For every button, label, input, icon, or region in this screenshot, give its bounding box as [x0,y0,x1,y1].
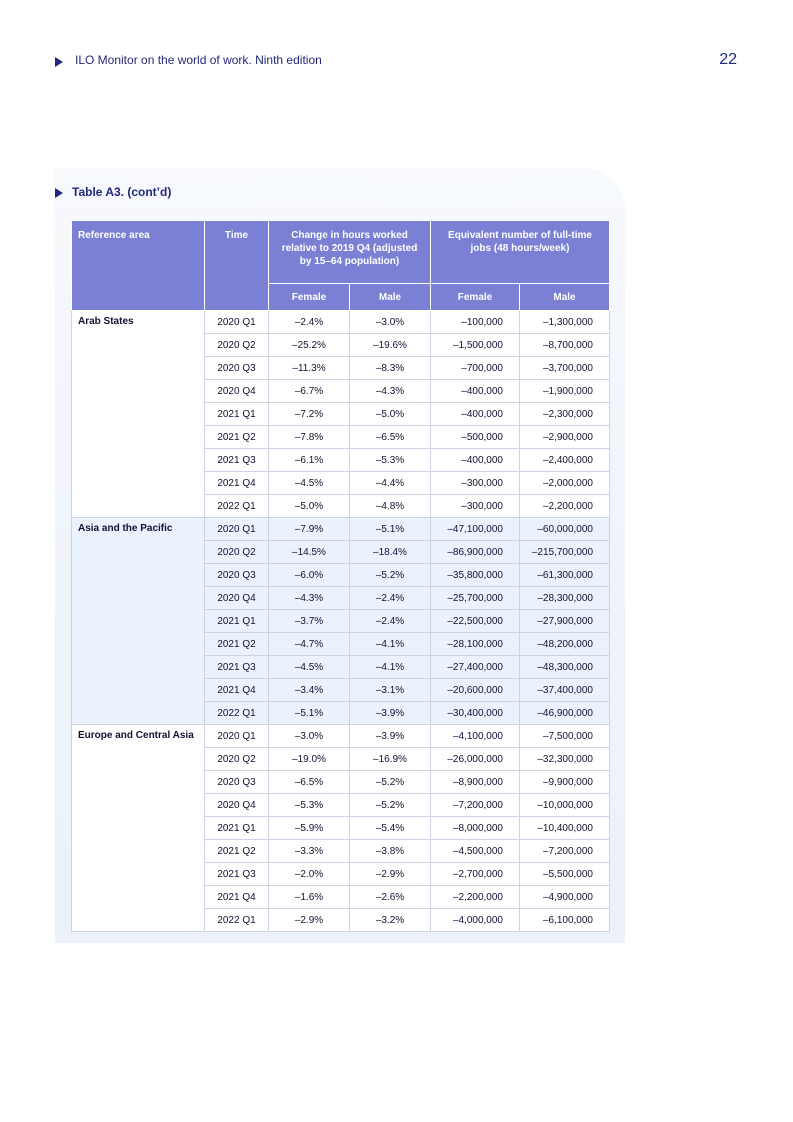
jobs-female-cell: –4,500,000 [431,840,520,863]
hours-female-cell: –6.5% [269,771,350,794]
jobs-male-cell: –2,900,000 [520,426,610,449]
hours-female-cell: –4.7% [269,633,350,656]
hours-male-cell: –5.1% [350,518,431,541]
hours-female-cell: –3.7% [269,610,350,633]
hours-male-cell: –8.3% [350,357,431,380]
hours-male-cell: –3.9% [350,725,431,748]
jobs-male-cell: –2,400,000 [520,449,610,472]
jobs-male-cell: –27,900,000 [520,610,610,633]
jobs-male-cell: –7,200,000 [520,840,610,863]
hours-female-cell: –4.5% [269,472,350,495]
jobs-male-cell: –61,300,000 [520,564,610,587]
bullet-triangle-icon [55,57,63,67]
hours-female-cell: –4.3% [269,587,350,610]
page-number: 22 [719,51,737,68]
jobs-female-cell: –100,000 [431,311,520,334]
jobs-female-cell: –27,400,000 [431,656,520,679]
jobs-female-cell: –28,100,000 [431,633,520,656]
hours-female-cell: –3.4% [269,679,350,702]
table-body [72,311,610,932]
jobs-male-cell: –46,900,000 [520,702,610,725]
hours-female-cell: –4.5% [269,656,350,679]
jobs-male-cell: –1,300,000 [520,311,610,334]
jobs-male-cell: –6,100,000 [520,909,610,932]
hours-male-cell: –3.9% [350,702,431,725]
jobs-male-cell: –7,500,000 [520,725,610,748]
hours-male-cell: –4.3% [350,380,431,403]
hours-female-cell: –2.0% [269,863,350,886]
time-cell: 2022 Q1 [205,909,269,932]
table-title-text: Table A3. (cont’d) [72,185,172,199]
column-header-jobs-male: Male [520,284,610,311]
column-header-time: Time [205,221,269,311]
hours-female-cell: –3.0% [269,725,350,748]
time-cell: 2021 Q4 [205,886,269,909]
reference-area-cell: Asia and the Pacific [72,518,205,725]
hours-female-cell: –5.9% [269,817,350,840]
time-cell: 2021 Q4 [205,472,269,495]
hours-male-cell: –5.3% [350,449,431,472]
hours-female-cell: –6.7% [269,380,350,403]
time-cell: 2021 Q2 [205,426,269,449]
time-cell: 2020 Q3 [205,357,269,380]
time-cell: 2020 Q3 [205,564,269,587]
hours-female-cell: –6.1% [269,449,350,472]
jobs-female-cell: –47,100,000 [431,518,520,541]
jobs-male-cell: –28,300,000 [520,587,610,610]
jobs-male-cell: –1,900,000 [520,380,610,403]
jobs-female-cell: –30,400,000 [431,702,520,725]
time-cell: 2020 Q3 [205,771,269,794]
table-row [72,725,610,748]
hours-male-cell: –3.8% [350,840,431,863]
column-header-equivalent-jobs: Equivalent number of full-time jobs (48 hours/week) [431,221,610,284]
jobs-female-cell: –7,200,000 [431,794,520,817]
hours-female-cell: –19.0% [269,748,350,771]
hours-male-cell: –3.1% [350,679,431,702]
jobs-female-cell: –500,000 [431,426,520,449]
jobs-female-cell: –35,800,000 [431,564,520,587]
hours-male-cell: –18.4% [350,541,431,564]
hours-male-cell: –4.1% [350,656,431,679]
table-row [72,518,610,541]
time-cell: 2020 Q4 [205,380,269,403]
hours-male-cell: –5.2% [350,564,431,587]
jobs-male-cell: –2,200,000 [520,495,610,518]
jobs-male-cell: –2,300,000 [520,403,610,426]
time-cell: 2020 Q2 [205,334,269,357]
jobs-male-cell: –60,000,000 [520,518,610,541]
publication-title: ILO Monitor on the world of work. Ninth edition [75,53,322,67]
bullet-triangle-icon [55,188,63,198]
hours-female-cell: –14.5% [269,541,350,564]
jobs-female-cell: –300,000 [431,495,520,518]
hours-female-cell: –5.3% [269,794,350,817]
hours-female-cell: –25.2% [269,334,350,357]
time-cell: 2020 Q1 [205,518,269,541]
hours-male-cell: –4.8% [350,495,431,518]
hours-male-cell: –5.2% [350,771,431,794]
jobs-female-cell: –26,000,000 [431,748,520,771]
time-cell: 2021 Q2 [205,840,269,863]
jobs-female-cell: –400,000 [431,449,520,472]
jobs-female-cell: –1,500,000 [431,334,520,357]
jobs-female-cell: –300,000 [431,472,520,495]
hours-female-cell: –2.4% [269,311,350,334]
hours-female-cell: –7.8% [269,426,350,449]
hours-male-cell: –5.2% [350,794,431,817]
jobs-female-cell: –25,700,000 [431,587,520,610]
jobs-male-cell: –2,000,000 [520,472,610,495]
column-header-hours-male: Male [350,284,431,311]
time-cell: 2021 Q4 [205,679,269,702]
time-cell: 2021 Q1 [205,610,269,633]
time-cell: 2020 Q1 [205,725,269,748]
jobs-female-cell: –700,000 [431,357,520,380]
time-cell: 2020 Q2 [205,541,269,564]
time-cell: 2022 Q1 [205,495,269,518]
jobs-female-cell: –400,000 [431,380,520,403]
jobs-female-cell: –22,500,000 [431,610,520,633]
jobs-female-cell: –8,000,000 [431,817,520,840]
jobs-female-cell: –2,700,000 [431,863,520,886]
hours-female-cell: –11.3% [269,357,350,380]
jobs-female-cell: –2,200,000 [431,886,520,909]
hours-female-cell: –5.0% [269,495,350,518]
hours-male-cell: –3.0% [350,311,431,334]
reference-area-cell: Arab States [72,311,205,518]
hours-male-cell: –16.9% [350,748,431,771]
jobs-male-cell: –10,000,000 [520,794,610,817]
jobs-male-cell: –215,700,000 [520,541,610,564]
hours-male-cell: –6.5% [350,426,431,449]
column-header-reference-area: Reference area [72,221,205,311]
reference-area-cell: Europe and Central Asia [72,725,205,932]
time-cell: 2020 Q1 [205,311,269,334]
table-row [72,311,610,334]
jobs-male-cell: –37,400,000 [520,679,610,702]
hours-male-cell: –2.6% [350,886,431,909]
column-header-change-hours: Change in hours worked relative to 2019 Q4 (adjusted by 15–64 population) [269,221,431,284]
time-cell: 2022 Q1 [205,702,269,725]
jobs-male-cell: –4,900,000 [520,886,610,909]
hours-female-cell: –3.3% [269,840,350,863]
time-cell: 2020 Q4 [205,587,269,610]
jobs-male-cell: –9,900,000 [520,771,610,794]
jobs-female-cell: –4,100,000 [431,725,520,748]
hours-male-cell: –2.9% [350,863,431,886]
hours-male-cell: –2.4% [350,610,431,633]
hours-female-cell: –5.1% [269,702,350,725]
hours-male-cell: –19.6% [350,334,431,357]
hours-male-cell: –5.0% [350,403,431,426]
time-cell: 2021 Q3 [205,863,269,886]
time-cell: 2020 Q2 [205,748,269,771]
hours-male-cell: –4.1% [350,633,431,656]
jobs-male-cell: –5,500,000 [520,863,610,886]
hours-male-cell: –5.4% [350,817,431,840]
jobs-male-cell: –10,400,000 [520,817,610,840]
hours-female-cell: –2.9% [269,909,350,932]
time-cell: 2021 Q2 [205,633,269,656]
jobs-male-cell: –32,300,000 [520,748,610,771]
hours-female-cell: –7.2% [269,403,350,426]
hours-female-cell: –6.0% [269,564,350,587]
jobs-male-cell: –3,700,000 [520,357,610,380]
column-header-hours-female: Female [269,284,350,311]
time-cell: 2021 Q1 [205,817,269,840]
jobs-female-cell: –8,900,000 [431,771,520,794]
time-cell: 2021 Q1 [205,403,269,426]
hours-male-cell: –4.4% [350,472,431,495]
hours-male-cell: –3.2% [350,909,431,932]
page-header [55,53,745,73]
data-table [71,220,610,932]
jobs-female-cell: –86,900,000 [431,541,520,564]
jobs-male-cell: –48,300,000 [520,656,610,679]
jobs-male-cell: –48,200,000 [520,633,610,656]
time-cell: 2021 Q3 [205,656,269,679]
jobs-male-cell: –8,700,000 [520,334,610,357]
hours-female-cell: –7.9% [269,518,350,541]
time-cell: 2020 Q4 [205,794,269,817]
hours-female-cell: –1.6% [269,886,350,909]
jobs-female-cell: –20,600,000 [431,679,520,702]
hours-male-cell: –2.4% [350,587,431,610]
time-cell: 2021 Q3 [205,449,269,472]
jobs-female-cell: –400,000 [431,403,520,426]
column-header-jobs-female: Female [431,284,520,311]
jobs-female-cell: –4,000,000 [431,909,520,932]
